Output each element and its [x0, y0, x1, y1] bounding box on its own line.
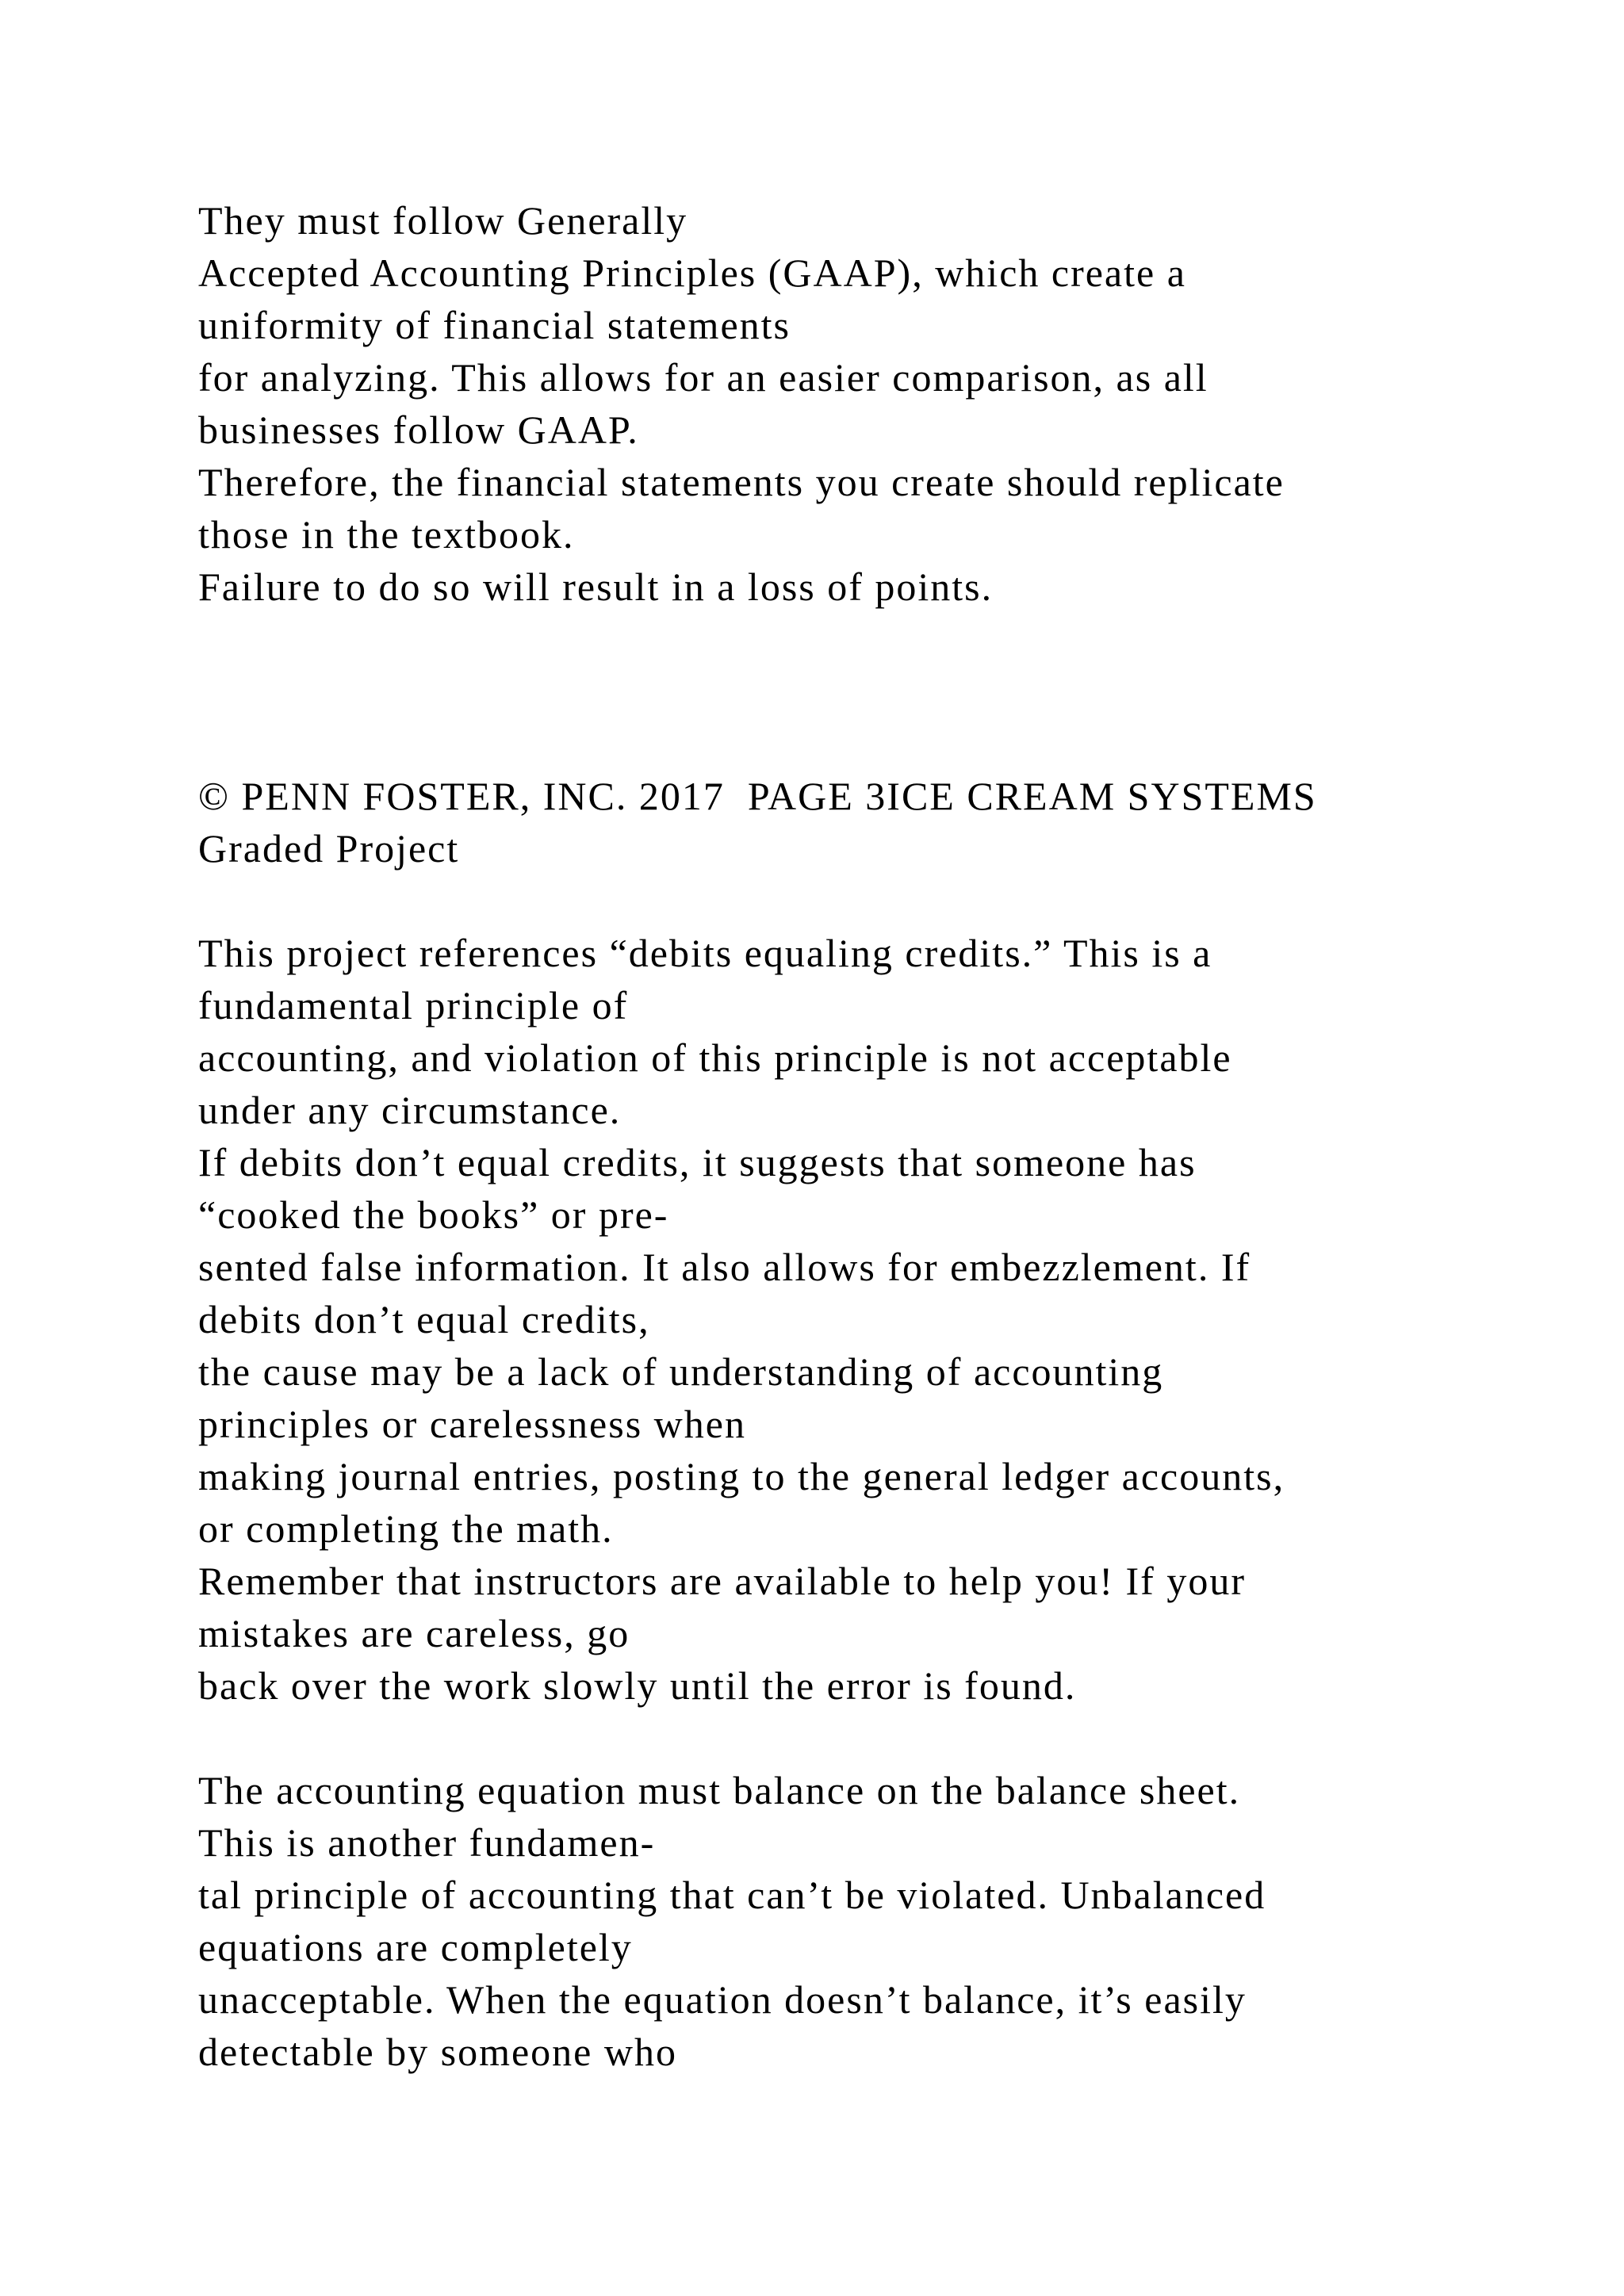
gaap-paragraph — [198, 194, 1594, 613]
text-line: unacceptable. When the equation doesn’t balance, it’s easily — [198, 1977, 1247, 2022]
text-line: principles or carelessness when — [198, 1402, 746, 1446]
text-line: Accepted Accounting Principles (GAAP), which create a — [198, 251, 1186, 295]
text-line: making journal entries, posting to the general ledger accounts, — [198, 1454, 1285, 1498]
text-line: businesses follow GAAP. — [198, 408, 639, 452]
text-line: those in the textbook. — [198, 512, 575, 557]
equation-paragraph — [198, 1764, 1594, 2078]
text-line: mistakes are careless, go — [198, 1611, 630, 1655]
page-header — [198, 770, 1594, 874]
text-line: back over the work slowly until the error is found. — [198, 1663, 1077, 1708]
text-line: Remember that instructors are available to help you! If your — [198, 1559, 1246, 1603]
text-line: accounting, and violation of this principle is not acceptable — [198, 1035, 1232, 1080]
text-line: for analyzing. This allows for an easier comparison, as all — [198, 355, 1208, 400]
text-line: debits don’t equal credits, — [198, 1297, 650, 1341]
text-line: If debits don’t equal credits, it suggests that someone has — [198, 1140, 1197, 1184]
text-line: the cause may be a lack of understanding of accounting — [198, 1349, 1164, 1394]
text-line: fundamental principle of — [198, 983, 629, 1027]
text-line: “cooked the books” or pre- — [198, 1192, 669, 1237]
header-line: © PENN FOSTER, INC. 2017 PAGE 3ICE CREAM SYSTEMS — [198, 774, 1317, 818]
text-line: detectable by someone who — [198, 2030, 677, 2074]
spacer — [198, 874, 1594, 927]
text-line: tal principle of accounting that can’t be violated. Unbalanced — [198, 1873, 1266, 1917]
text-line: equations are completely — [198, 1925, 633, 1969]
text-line: This project references “debits equaling credits.” This is a — [198, 931, 1212, 975]
text-line: This is another fundamen- — [198, 1820, 656, 1865]
document-body — [198, 194, 1594, 2078]
spacer — [198, 613, 1594, 770]
header-line: Graded Project — [198, 826, 460, 871]
text-line: Failure to do so will result in a loss of points. — [198, 564, 994, 609]
text-line: Therefore, the financial statements you create should replicate — [198, 460, 1285, 504]
text-line: The accounting equation must balance on the balance sheet. — [198, 1768, 1241, 1812]
text-line: uniformity of financial statements — [198, 303, 791, 347]
text-line: under any circumstance. — [198, 1088, 622, 1132]
debits-credits-paragraph — [198, 927, 1594, 1712]
spacer — [198, 1712, 1594, 1764]
text-line: They must follow Generally — [198, 198, 688, 243]
text-line: sented false information. It also allows for embezzlement. If — [198, 1245, 1251, 1289]
text-line: or completing the math. — [198, 1506, 614, 1551]
